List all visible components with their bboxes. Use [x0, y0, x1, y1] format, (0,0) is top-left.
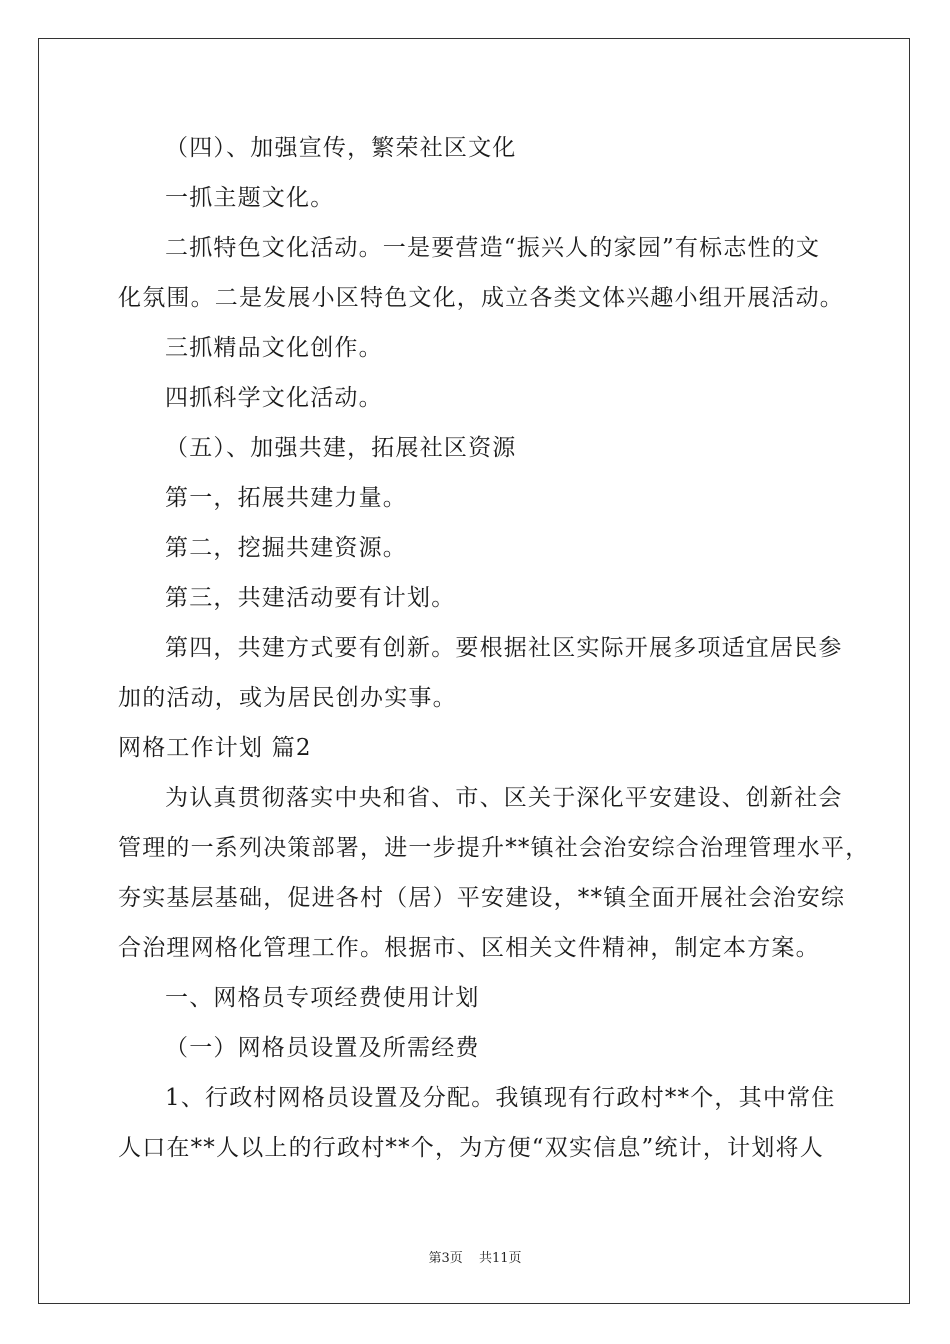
text-line: 一抓主题文化。	[165, 185, 335, 211]
text-line: 二抓特色文化活动。一是要营造“振兴人的家园”有标志性的文	[165, 235, 821, 261]
text-line: 四抓科学文化活动。	[165, 385, 383, 411]
text-line: 三抓精品文化创作。	[165, 335, 383, 361]
page-footer	[0, 1247, 950, 1266]
text-line: 1、行政村网格员设置及分配。我镇现有行政村**个，其中常住	[165, 1085, 836, 1111]
text-line: 人口在**人以上的行政村**个，为方便“双实信息”统计，计划将人	[118, 1135, 824, 1161]
text-line: 第一，拓展共建力量。	[165, 485, 407, 511]
text-line: 第二，挖掘共建资源。	[165, 535, 407, 561]
text-line: 第三，共建活动要有计划。	[165, 585, 456, 611]
page-border	[38, 38, 910, 1304]
text-line: 为认真贯彻落实中央和省、市、区关于深化平安建设、创新社会	[165, 785, 843, 811]
section-heading-4: （四）、加强宣传，繁荣社区文化	[165, 135, 517, 161]
subsection-heading: （一）网格员设置及所需经费	[165, 1035, 480, 1061]
article-title: 网格工作计划 篇2	[118, 735, 312, 761]
text-line: 第四，共建方式要有创新。要根据社区实际开展多项适宜居民参	[165, 635, 843, 661]
text-line: 夯实基层基础，促进各村（居）平安建设，**镇全面开展社会治安综	[118, 885, 846, 911]
text-line: 加的活动，或为居民创办实事。	[118, 685, 457, 711]
section-heading-1: 一、网格员专项经费使用计划	[165, 985, 480, 1011]
section-heading-5: （五）、加强共建，拓展社区资源	[165, 435, 517, 461]
page-number: 第3页	[428, 1251, 463, 1266]
page-total: 共11页	[478, 1251, 522, 1266]
text-line: 化氛围。二是发展小区特色文化，成立各类文体兴趣小组开展活动。	[118, 285, 844, 311]
text-line: 合治理网格化管理工作。根据市、区相关文件精神，制定本方案。	[118, 935, 820, 961]
text-line: 管理的一系列决策部署，进一步提升**镇社会治安综合治理管理水平，	[118, 835, 870, 861]
